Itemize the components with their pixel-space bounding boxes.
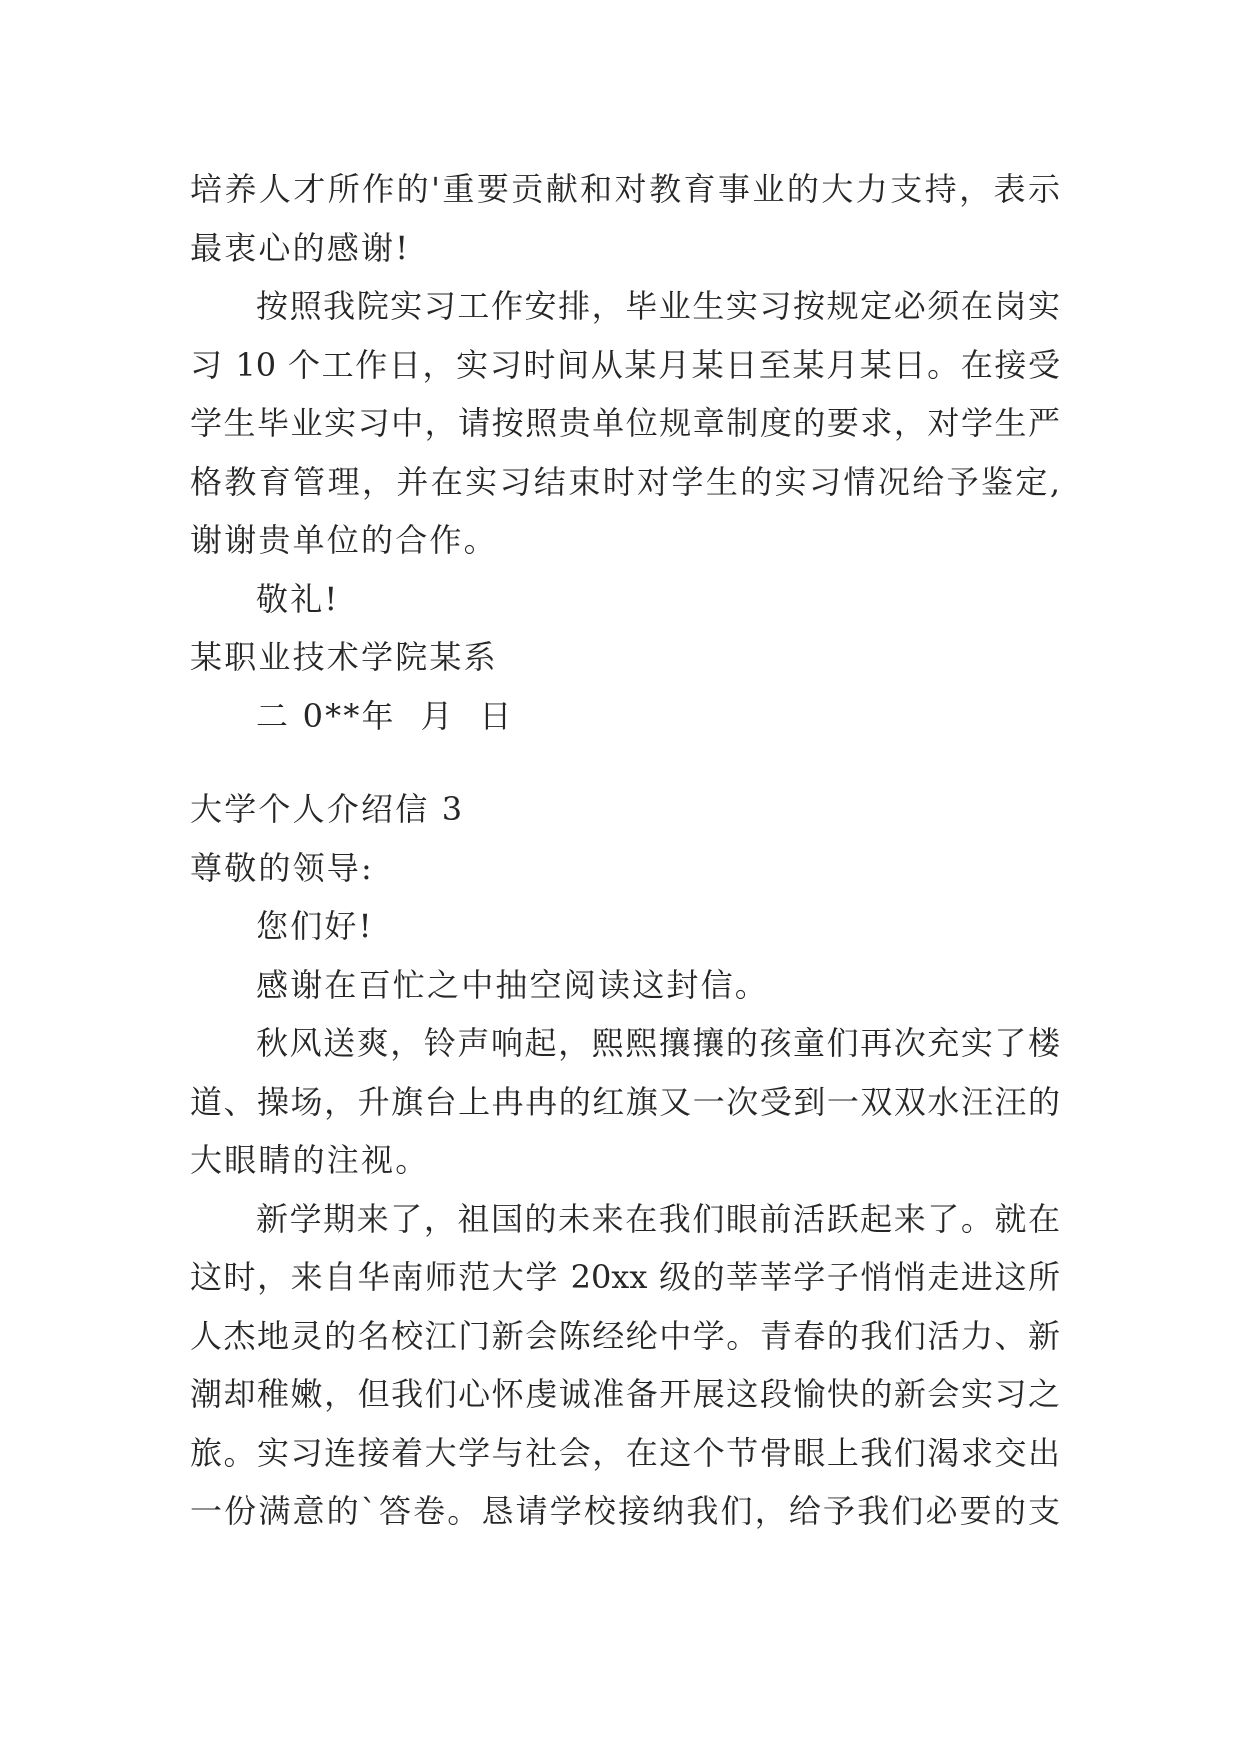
text-line: 道、操场，升旗台上冉冉的红旗又一次受到一双双水汪汪的 [190,1082,1060,1121]
text-line: 新学期来了，祖国的未来在我们眼前活跃起来了。就在 [256,1199,1060,1238]
section-gap [190,745,1060,780]
text-line: 培养人才所作的'重要贡献和对教育事业的大力支持，表示 [190,170,1060,208]
closing-salutation: 敬礼! [256,579,340,618]
letter-body [190,160,1060,1541]
text-line: 感谢在百忙之中抽空阅读这封信。 [256,965,770,1004]
text-line: 旅。实习连接着大学与社会，在这个节骨眼上我们渴求交出 [190,1433,1060,1472]
text-line: 最衷心的感谢! [190,228,411,267]
text-line: 学生毕业实习中，请按照贵单位规章制度的要求，对学生严 [190,404,1060,442]
text-line: 潮却稚嫩，但我们心怀虔诚准备开展这段愉快的新会实习之 [190,1375,1060,1413]
text-line: 您们好! [256,907,374,945]
section-title: 大学个人介绍信 3 [190,790,465,828]
text-line: 习 10 个工作日，实习时间从某月某日至某月某日。在接受 [190,345,1060,384]
text-line: 大眼睛的注视。 [190,1141,430,1179]
text-line: 谢谢贵单位的合作。 [190,521,498,559]
text-line: 按照我院实习工作安排，毕业生实习按规定必须在岗实 [256,287,1060,325]
letter-date: 二 0**年 月 日 [256,696,514,735]
text-line: 秋风送爽，铃声响起，熙熙攘攘的孩童们再次充实了楼 [256,1024,1060,1062]
text-line: 这时，来自华南师范大学 20xx 级的莘莘学子悄悄走进这所 [190,1258,1060,1296]
text-line: 格教育管理，并在实习结束时对学生的实习情况给予鉴定, [190,462,1060,501]
text-line: 一份满意的`答卷。恳请学校接纳我们，给予我们必要的支 [190,1492,1060,1530]
text-line: 人杰地灵的名校江门新会陈经纶中学。青春的我们活力、新 [190,1316,1060,1355]
sender-name: 某职业技术学院某系 [190,638,498,676]
greeting: 尊敬的领导: [190,848,374,887]
